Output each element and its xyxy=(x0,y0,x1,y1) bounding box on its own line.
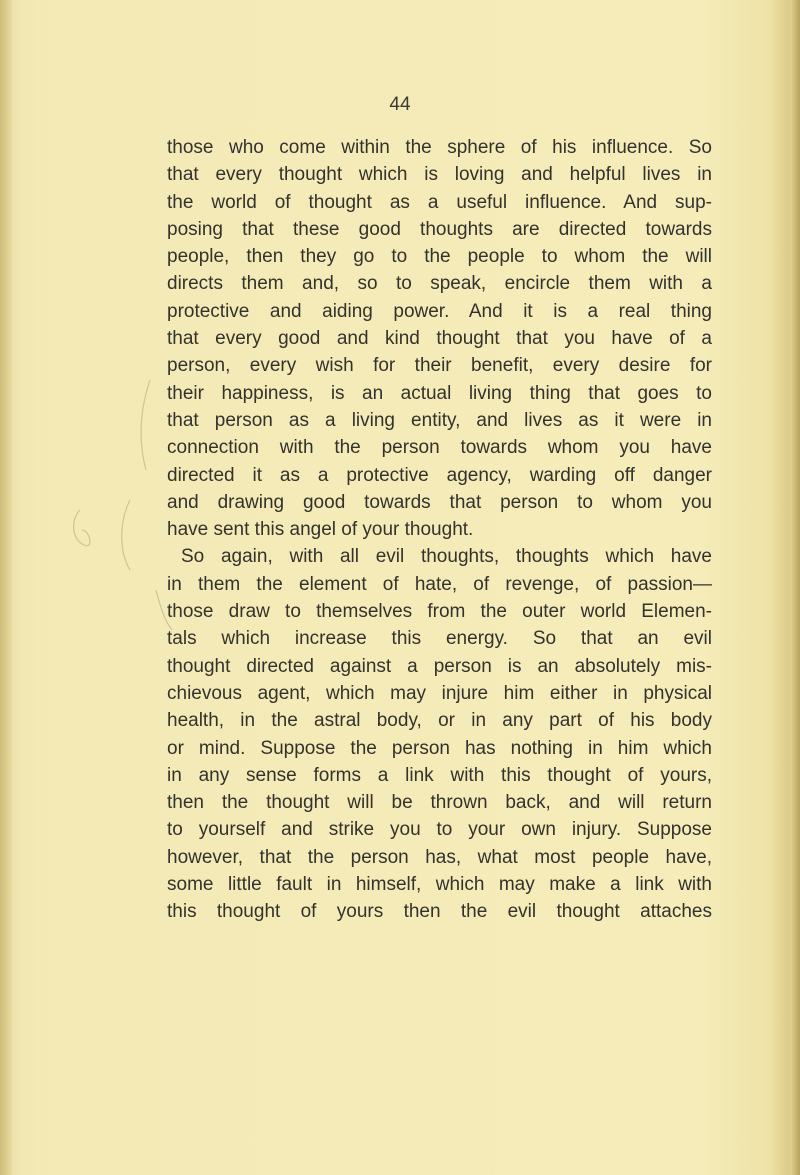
text-line: in any sense forms a link with this thought of yours, xyxy=(167,764,712,786)
text-line: those draw to themselves from the outer world Elemen- xyxy=(167,601,712,623)
page-right-edge xyxy=(790,0,800,1175)
text-line: or mind. Suppose the person has nothing in him which xyxy=(167,737,712,759)
text-line: and drawing good towards that person to whom you xyxy=(167,491,712,513)
text-line: protective and aiding power. And it is a real thing xyxy=(167,300,712,322)
text-line: posing that these good thoughts are directed towards xyxy=(167,218,712,240)
text-line: that every thought which is loving and helpful lives in xyxy=(167,164,712,186)
text-line: directed it as a protective agency, warding off danger xyxy=(167,464,712,486)
text-line: So again, with all evil thoughts, thoughts which have xyxy=(181,546,712,568)
text-line: however, that the person has, what most people have, xyxy=(167,846,712,868)
text-line: people, then they go to the people to whom the will xyxy=(167,246,712,268)
ink-show-through-marks xyxy=(60,380,180,640)
text-line: chievous agent, which may injure him either in physical xyxy=(167,682,712,704)
text-line: some little fault in himself, which may make a link with xyxy=(167,874,712,896)
text-line: their happiness, is an actual living thing that goes to xyxy=(167,382,712,404)
text-line: that person as a living entity, and lives as it were in xyxy=(167,409,712,431)
text-line: this thought of yours then the evil thought attaches xyxy=(167,901,712,923)
text-line: the world of thought as a useful influence. And sup- xyxy=(167,191,712,213)
text-line: to yourself and strike you to your own injury. Suppose xyxy=(167,819,712,841)
text-line: connection with the person towards whom you have xyxy=(167,437,712,459)
text-line: person, every wish for their benefit, every desire for xyxy=(167,355,712,377)
text-line: tals which increase this energy. So that an evil xyxy=(167,628,712,650)
text-line: thought directed against a person is an absolutely mis- xyxy=(167,655,712,677)
page-number: 44 xyxy=(389,94,411,115)
text-line: in them the element of hate, of revenge, of passion— xyxy=(167,573,712,595)
text-line: those who come within the sphere of his influence. So xyxy=(167,137,712,158)
text-line: then the thought will be thrown back, and will return xyxy=(167,792,712,814)
text-line: have sent this angel of your thought. xyxy=(167,519,474,541)
page-body-text xyxy=(167,134,712,926)
page-left-edge xyxy=(0,0,12,1175)
text-line: directs them and, so to speak, encircle them with a xyxy=(167,273,712,295)
text-line: that every good and kind thought that you have of a xyxy=(167,328,712,350)
text-line: health, in the astral body, or in any part of his body xyxy=(167,710,712,732)
